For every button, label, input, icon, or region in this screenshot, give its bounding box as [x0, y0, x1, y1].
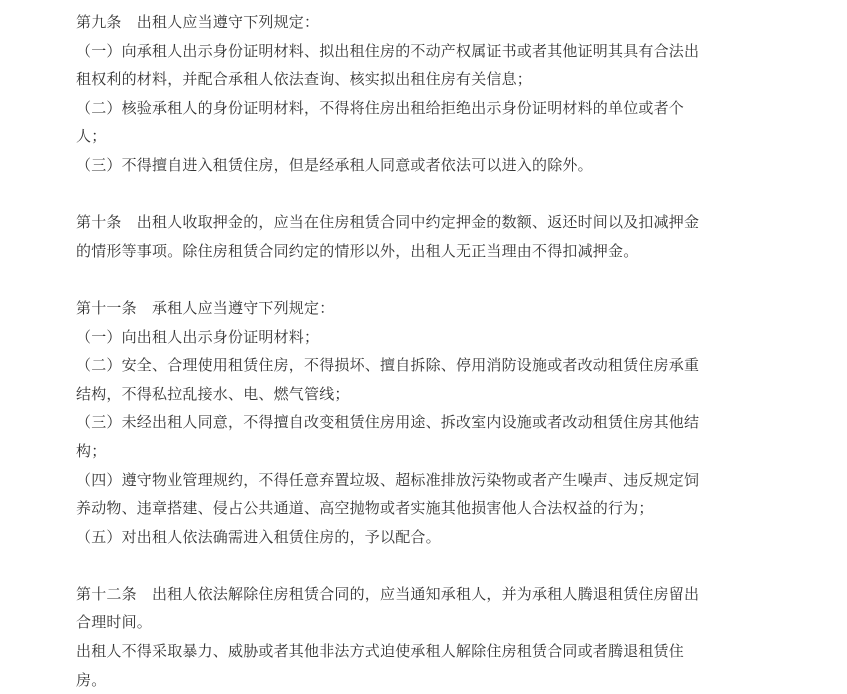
article-9: [76, 8, 766, 180]
article-heading: 第十条 出租人收取押金的，应当在住房租赁合同中约定押金的数额、返还时间以及扣减押金: [76, 213, 700, 232]
paragraph-line: 养动物、违章搭建、侵占公共通道、高空抛物或者实施其他损害他人合法权益的行为；: [76, 499, 654, 518]
paragraph-line: （四）遵守物业管理规约，不得任意弃置垃圾、超标准排放污染物或者产生噪声、违反规定饲: [76, 470, 700, 489]
paragraph-line: 房。: [76, 670, 107, 689]
article-12: [76, 580, 766, 694]
paragraph-line: （二）安全、合理使用租赁住房，不得损坏、擅自拆除、停用消防设施或者改动租赁住房承重: [76, 356, 700, 375]
section-gap: [76, 265, 766, 294]
paragraph-line: （二）核验承租人的身份证明材料，不得将住房出租给拒绝出示身份证明材料的单位或者个: [76, 98, 685, 117]
article-heading: 第十一条 承租人应当遵守下列规定：: [76, 298, 335, 317]
article-heading: 第九条 出租人应当遵守下列规定：: [76, 13, 320, 31]
paragraph-line: （一）向出租人出示身份证明材料；: [76, 327, 320, 346]
paragraph-line: （三）未经出租人同意，不得擅自改变租赁住房用途、拆改室内设施或者改动租赁住房其他结: [76, 413, 700, 432]
paragraph-line: 构；: [76, 441, 107, 460]
paragraph-line: 租权利的材料，并配合承租人依法查询、核实拟出租住房有关信息；: [76, 70, 533, 89]
article-10: [76, 208, 766, 265]
paragraph-line: 合理时间。: [76, 613, 153, 632]
paragraph-line: 人；: [76, 127, 107, 146]
paragraph-line: （五）对出租人依法确需进入租赁住房的，予以配合。: [76, 527, 441, 546]
paragraph-line: （三）不得擅自进入租赁住房，但是经承租人同意或者依法可以进入的除外。: [76, 155, 593, 174]
paragraph-line: 的情形等事项。除住房租赁合同约定的情形以外，出租人无正当理由不得扣减押金。: [76, 241, 639, 260]
paragraph-line: 出租人不得采取暴力、威胁或者其他非法方式迫使承租人解除住房租赁合同或者腾退租赁住: [76, 642, 685, 661]
article-11: [76, 294, 766, 551]
paragraph-line: 结构，不得私拉乱接水、电、燃气管线；: [76, 384, 350, 403]
section-gap: [76, 551, 766, 580]
article-heading: 第十二条 出租人依法解除住房租赁合同的，应当通知承租人，并为承租人腾退租赁住房留出: [76, 584, 700, 603]
paragraph-line: （一）向承租人出示身份证明材料、拟出租住房的不动产权属证书或者其他证明其具有合法出: [76, 41, 700, 60]
document-body: [76, 8, 766, 694]
section-gap: [76, 180, 766, 209]
